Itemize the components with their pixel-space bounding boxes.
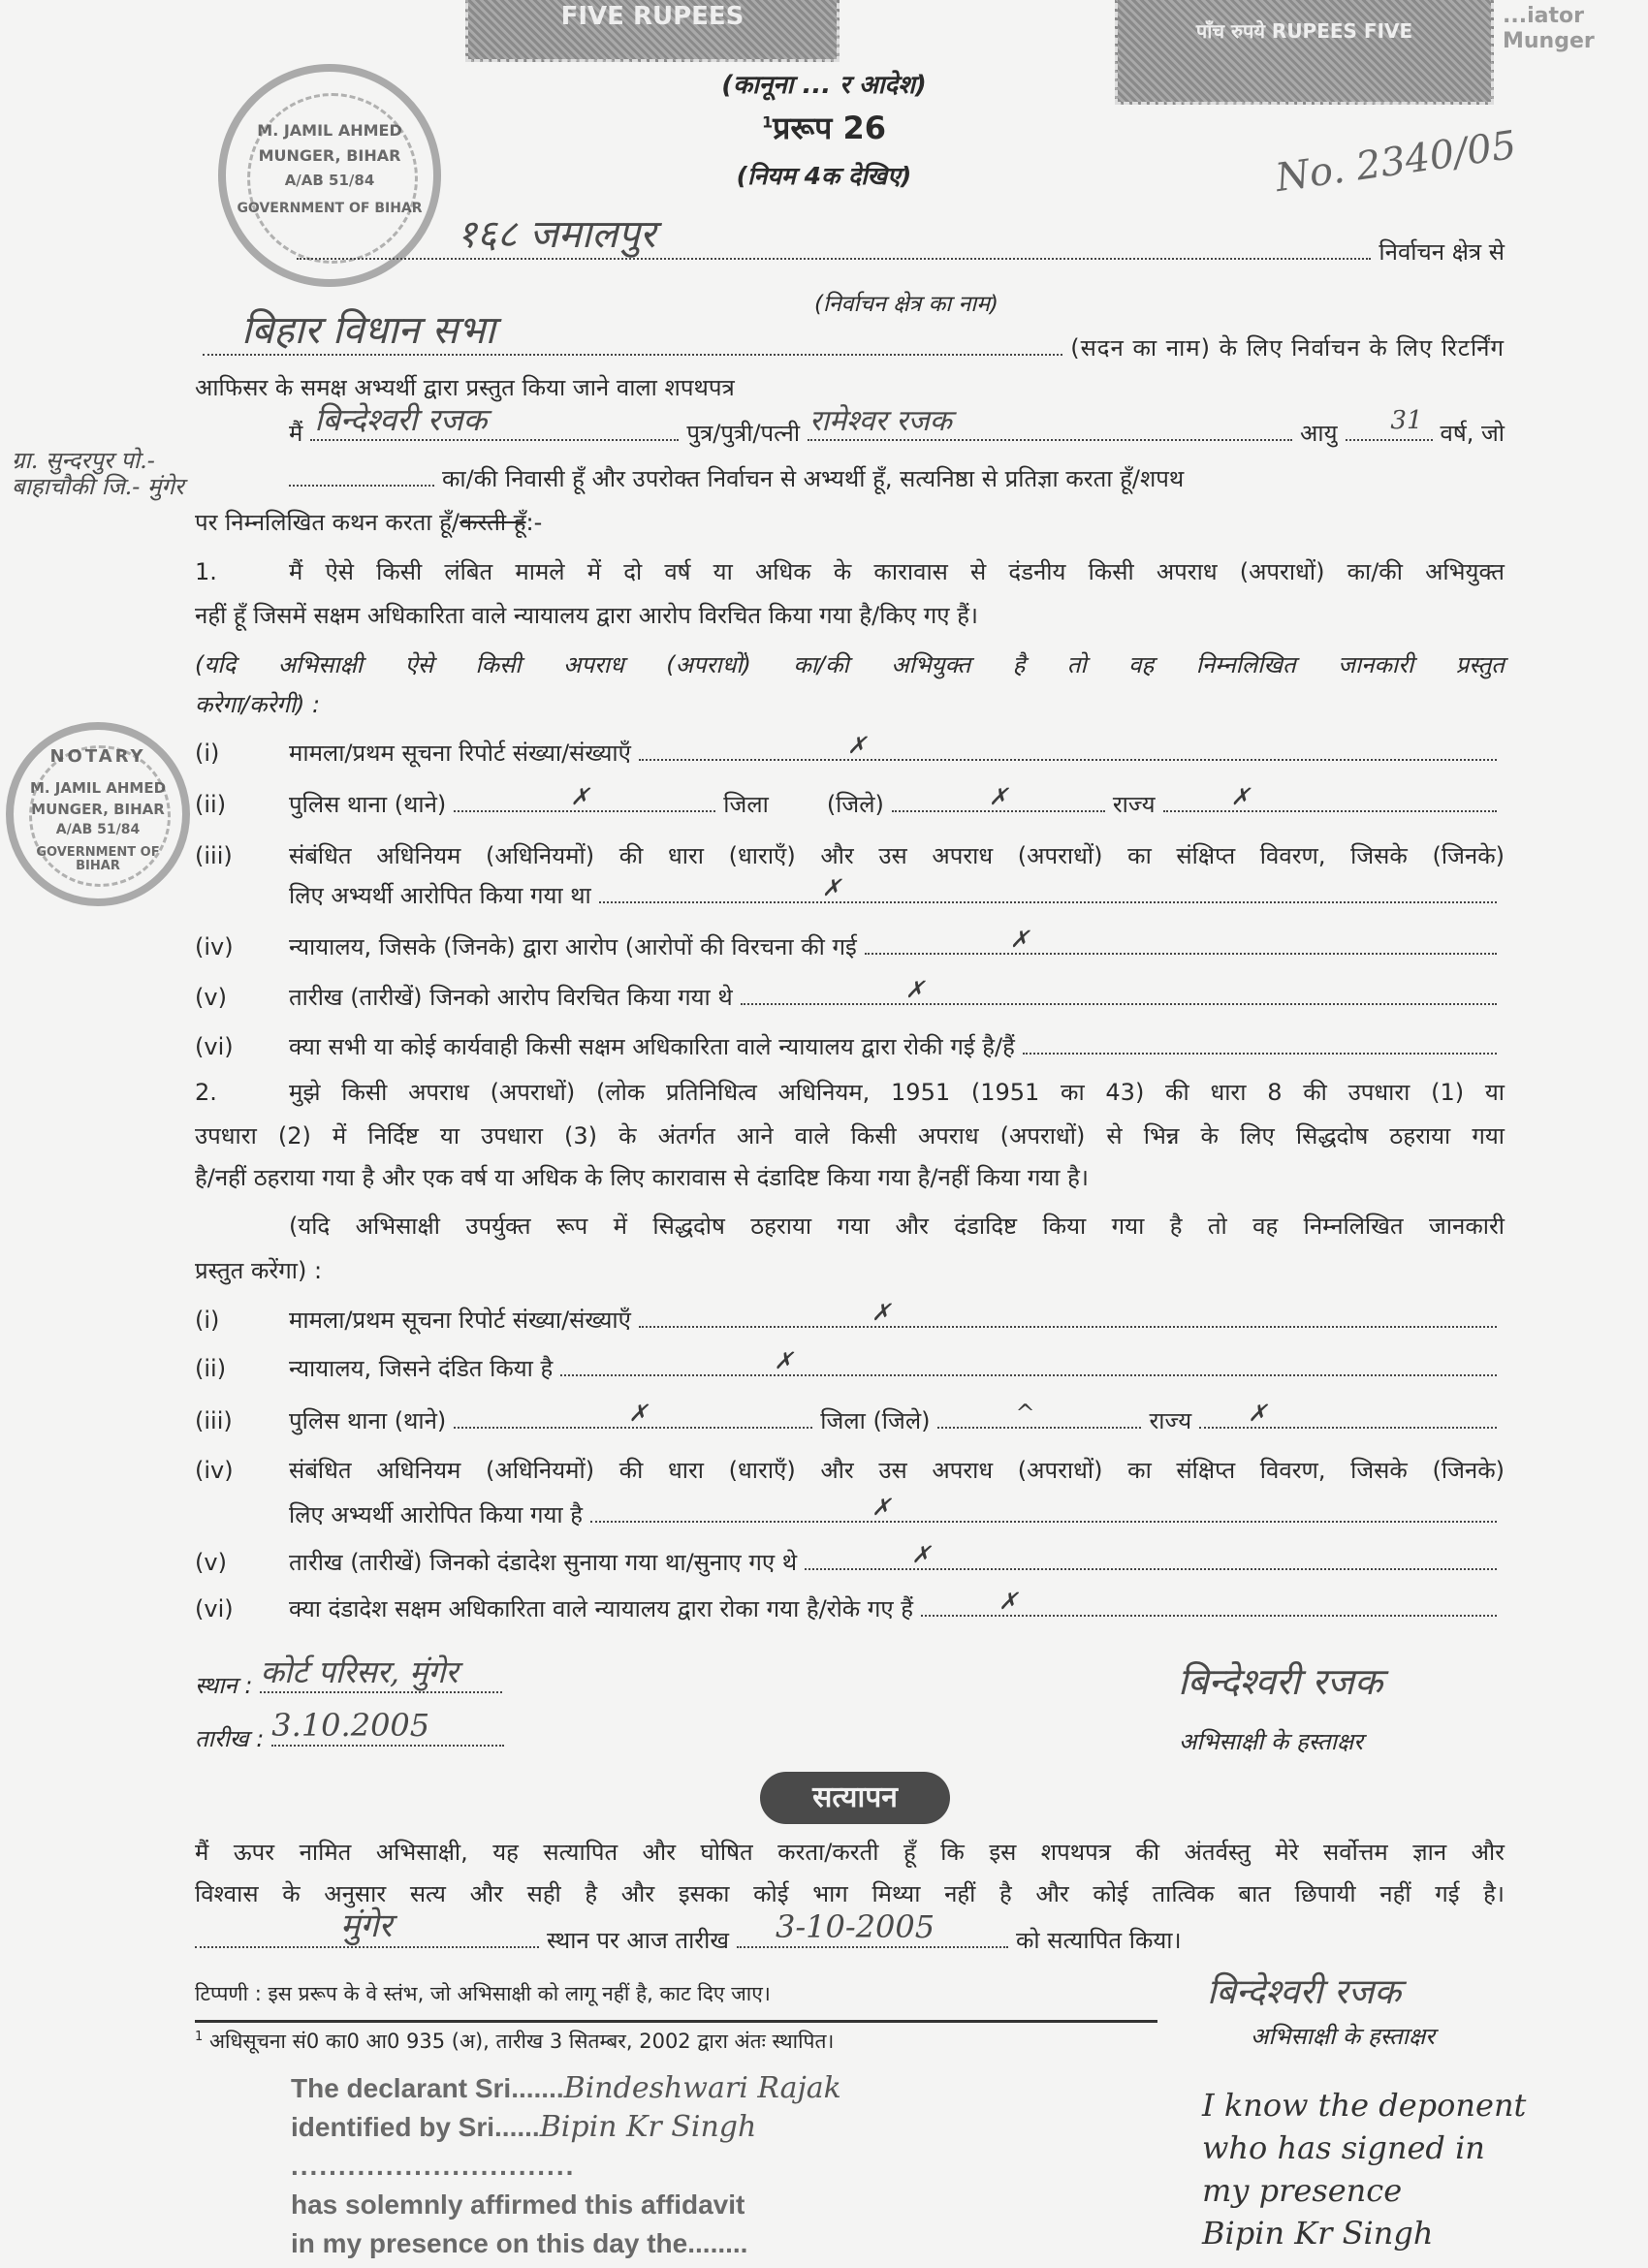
x-mark: ✗	[904, 976, 925, 1003]
notary-dots-line: ..............................	[291, 2151, 576, 2181]
x-mark: ✗	[846, 732, 867, 759]
address-tail: का/की निवासी हूँ और उपरोक्त निर्वाचन से अभ्यर्थी हूँ, सत्यनिष्ठा से प्रतिज्ञा करता हूँ/शपथ	[442, 465, 1185, 492]
s1-item-vi	[195, 1030, 1505, 1067]
section2-line2: उपधारा (2) में निर्दिष्ट या उपधारा (3) के अंतर्गत आने वाले किसी अपराध (अपराधों) से भिन्न के लिए सिद्धदोष ठहराया गया	[195, 1122, 1505, 1150]
seal-top-ring: GOVERNMENT OF BIHAR	[237, 201, 423, 216]
district-label: जिला (जिले)	[820, 1407, 931, 1434]
s2-item-iii	[195, 1400, 1505, 1441]
item-number: (vi)	[195, 1595, 234, 1622]
revenue-stamp-left-text: FIVE RUPEES	[560, 2, 745, 31]
item-field[interactable]	[865, 926, 1497, 955]
date-row	[195, 1706, 1067, 1759]
item-label: तारीख (तारीखें) जिनको दंडादेश सुनाया गया था/सुनाए गए थे	[289, 1549, 798, 1576]
verification-place-field[interactable]	[195, 1906, 539, 1948]
verification-place-value: मुंगेर	[340, 1906, 393, 1945]
verification-title: सत्यापन	[760, 1772, 950, 1824]
item-label: क्या दंडादेश सक्षम अधिकारिता वाले न्यायालय द्वारा रोका गया है/रोके गए हैं	[289, 1595, 914, 1622]
seal-top-reg: A/AB 51/84	[284, 172, 375, 189]
item-field[interactable]	[805, 1541, 1497, 1570]
verification-end: को सत्यापित किया।	[1015, 1927, 1182, 1954]
item-number: (ii)	[195, 1355, 227, 1382]
section2-note1-row	[289, 1210, 1505, 1246]
notary-line2: identified by Sri	[291, 2112, 495, 2142]
footnote	[195, 2030, 834, 2054]
deponent-signature-2: बिन्देश्वरी रजक	[1207, 1972, 1402, 2012]
item-number: (ii)	[195, 791, 227, 818]
form-title	[0, 107, 1648, 148]
place-field[interactable]	[260, 1653, 502, 1693]
police-station-field[interactable]	[454, 783, 715, 812]
item-label: संबंधित अधिनियम (अधिनियमों) की धारा (धाराएँ) और उस अपराध (अपराधों) का संक्षिप्त विवरण, जिसके (जिनके)	[289, 842, 1505, 869]
age-value: 31	[1390, 406, 1423, 436]
name-field[interactable]	[310, 400, 679, 441]
house-field[interactable]	[203, 308, 1062, 356]
state-label: राज्य	[1112, 791, 1156, 818]
district-paren: (जिले)	[826, 791, 884, 818]
x-mark: ✗	[871, 1494, 892, 1521]
section2-note2: प्रस्तुत करेंगा) :	[195, 1257, 323, 1284]
date-label: तारीख :	[195, 1725, 265, 1752]
section1-number: 1.	[195, 558, 217, 585]
item-label: पुलिस थाना (थाने)	[289, 1407, 447, 1434]
date-field[interactable]	[271, 1706, 504, 1747]
x-mark: ✗	[774, 1347, 794, 1374]
revenue-stamp-right-text: पाँच रुपये RUPEES FIVE	[1195, 19, 1413, 43]
house-row	[195, 308, 1505, 368]
state-label: राज्य	[1149, 1407, 1192, 1434]
age-label: आयु	[1300, 420, 1338, 447]
identifier-note	[1202, 2084, 1526, 2254]
serial-number: No. 2340/05	[1273, 122, 1519, 202]
section2-number: 2.	[195, 1079, 217, 1106]
constituency-value: १६८ जमालपुर	[457, 212, 656, 257]
section2-line1	[195, 1076, 1505, 1113]
relation-name-value: रामेश्वर रजक	[809, 404, 952, 438]
verification-place-row	[195, 1906, 1505, 1961]
item-number: (vi)	[195, 1033, 234, 1060]
after-age-label: वर्ष, जो	[1440, 420, 1505, 447]
section2-line3: है/नहीं ठहराया गया है और एक वर्ष या अधिक के लिए कारावास से दंडादिष्ट किया गया है/नहीं किया गया है।	[195, 1164, 1089, 1191]
verification-date-value: 3-10-2005	[775, 1907, 935, 1945]
section1-text: मैं ऐसे किसी लंबित मामले में दो वर्ष या अधिक के कारावास से दंडनीय किसी अपराध (अपराधों) का/की अभियुक्त	[289, 558, 1505, 585]
item-label: न्यायालय, जिसके (जिनके) द्वारा आरोप (आरोपों की विरचना की गई	[289, 933, 857, 961]
item-field[interactable]	[639, 1299, 1497, 1328]
s2-item-v	[195, 1541, 1505, 1583]
x-mark: ✗	[911, 1541, 932, 1568]
signature-caption-2: अभिसाक्षी के हस्ताक्षर	[1251, 2023, 1435, 2050]
line3-struck: करती हूँ	[460, 509, 526, 536]
x-mark: ✗	[1248, 1400, 1268, 1427]
notary-line3: has solemnly affirmed this affidavit	[291, 2189, 745, 2220]
form-title-text: प्ररूप 26	[773, 110, 887, 146]
footnote-text: अधिसूचना सं0 का0 आ0 935 (अ), तारीख 3 सितम्बर, 2002 द्वारा अंतः स्थापित।	[208, 2030, 835, 2053]
identifier-note-line: who has signed in	[1202, 2129, 1485, 2166]
notary-affirmation-stamp	[291, 2069, 841, 2263]
notary-line4: in my presence on this day the........	[291, 2228, 748, 2258]
s2-item-iv	[195, 1454, 1505, 1491]
constituency-row	[289, 212, 1505, 272]
item-number: (iv)	[195, 933, 234, 961]
declaration-prefix: मैं	[289, 420, 303, 447]
item-field[interactable]	[560, 1347, 1497, 1376]
section1-note2: करेगा/करेगी) :	[195, 691, 321, 718]
date-value: 3.10.2005	[271, 1706, 430, 1744]
line3-end: :-	[525, 509, 543, 536]
item-number: (v)	[195, 1549, 227, 1576]
verification-line2: विश्वास के अनुसार सत्य और सही है और इसका कोई भाग मिथ्या नहीं है और कोई तात्विक बात छिपायी नहीं गई है।	[195, 1880, 1505, 1907]
item-label-cont: लिए अभ्यर्थी आरोपित किया गया है	[289, 1501, 583, 1528]
x-mark: ✗	[1230, 783, 1251, 810]
x-mark: ✗	[570, 783, 590, 810]
signature-caption-1: अभिसाक्षी के हस्ताक्षर	[1179, 1728, 1363, 1755]
s2-item-i	[195, 1299, 1505, 1340]
age-field[interactable]	[1346, 406, 1433, 441]
s2-item-ii	[195, 1347, 1505, 1389]
house-line2: आफिसर के समक्ष अभ्यर्थी द्वारा प्रस्तुत किया जाने वाला शपथपत्र	[195, 374, 735, 401]
rule-reference: (नियम 4क देखिए)	[736, 162, 912, 190]
item-number: (i)	[195, 740, 220, 767]
x-mark: ✗	[988, 783, 1008, 810]
declaration-line3	[195, 506, 1505, 543]
s1-item-iv	[195, 926, 1505, 967]
section1-line2: नहीं हूँ जिसमें सक्षम अधिकारिता वाले न्यायालय द्वारा आरोप विरचित किया गया है/किए गए हैं।	[195, 602, 979, 629]
item-field[interactable]	[741, 976, 1497, 1005]
footnote-rule	[195, 2020, 1157, 2023]
place-value: कोर्ट परिसर, मुंगेर	[260, 1653, 459, 1690]
place-label: स्थान :	[195, 1672, 253, 1699]
name-value: बिन्देश्वरी रजक	[314, 400, 488, 438]
notary-seal-place: MUNGER, BIHAR	[31, 801, 165, 818]
verification-line1: मैं ऊपर नामित अभिसाक्षी, यह सत्यापित और घोषित करता/करती हूँ कि इस शपथपत्र की अंतर्वस्तु मेरे सर्वोत्तम ज्ञान और	[195, 1839, 1505, 1866]
address-field[interactable]	[289, 465, 434, 487]
item-label-cont: लिए अभ्यर्थी आरोपित किया गया था	[289, 882, 591, 909]
s1-item-iii	[195, 839, 1505, 876]
identifier-signature: Bipin Kr Singh	[539, 2110, 757, 2144]
item-label: तारीख (तारीखें) जिनको आरोप विरचित किया गया थे	[289, 984, 733, 1011]
house-label: (सदन का नाम) के लिए निर्वाचन के लिए रिटर्निंग	[1070, 334, 1505, 362]
identifier-note-line: Bipin Kr Singh	[1202, 2215, 1434, 2252]
house-value: बिहार विधान सभा	[241, 308, 495, 353]
footnote-mark: 1	[195, 2030, 204, 2044]
declaration-row	[289, 400, 1505, 454]
item-label: न्यायालय, जिसने दंडित किया है	[289, 1355, 554, 1382]
x-mark: ✗	[998, 1588, 1019, 1615]
seal-top-place: MUNGER, BIHAR	[258, 146, 401, 165]
constituency-caption: (निर्वाचन क्षेत्र का नाम)	[813, 292, 998, 317]
notary-seal-ring: GOVERNMENT OF BIHAR	[36, 845, 160, 874]
section2-note1: (यदि अभिसाक्षी उपर्युक्त रूप में सिद्धदोष ठहराया गया और दंडादिष्ट किया गया है तो वह निम्नलिखित जानकारी	[289, 1213, 1505, 1240]
ministry-line: (कानूना ... र आदेश)	[721, 71, 927, 100]
relation-name-field[interactable]	[808, 404, 1292, 441]
item-label: क्या सभी या कोई कार्यवाही किसी सक्षम अधिकारिता वाले न्यायालय द्वारा रोकी गई है/हैं	[289, 1033, 1015, 1060]
x-mark: ✗	[871, 1299, 891, 1326]
s2-item-vi	[195, 1588, 1505, 1629]
s1-item-i	[195, 732, 1505, 773]
s1-item-ii	[195, 783, 1505, 825]
line3-text: पर निम्नलिखित कथन करता हूँ/	[195, 509, 460, 536]
s2-item-iv-cont	[289, 1494, 1505, 1535]
item-number: (iii)	[195, 842, 233, 869]
item-field[interactable]	[921, 1588, 1497, 1617]
verification-date-field[interactable]	[737, 1907, 1008, 1948]
item-number: (iv)	[195, 1457, 234, 1484]
notary-dots: ......	[494, 2112, 540, 2142]
district-field[interactable]	[892, 783, 1105, 812]
place-row	[195, 1653, 1067, 1706]
item-label: मामला/प्रथम सूचना रिपोर्ट संख्या/संख्याएँ	[289, 740, 631, 767]
x-mark: ✗	[628, 1400, 649, 1427]
address-value: ग्रा. सुन्दरपुर पो.- बाहाचौकी जि.- मुंगेर	[12, 447, 184, 500]
x-mark: ✗	[821, 874, 841, 901]
constituency-field[interactable]	[297, 212, 1371, 260]
item-field[interactable]	[1023, 1033, 1497, 1055]
caret-mark: ^	[1015, 1400, 1035, 1427]
police-station-field[interactable]	[454, 1400, 812, 1429]
section1-note1: (यदि अभिसाक्षी ऐसे किसी अपराध (अपराधों) का/की अभियुक्त है तो वह निम्नलिखित जानकारी प्रस्तुत	[195, 651, 1505, 678]
identifier-note-line: I know the deponent	[1202, 2087, 1527, 2124]
district-label: जिला	[723, 791, 769, 818]
item-label: संबंधित अधिनियम (अधिनियमों) की धारा (धाराएँ) और उस अपराध (अपराधों) का संक्षिप्त विवरण, जिसके (जिनके)	[289, 1457, 1505, 1484]
s1-item-v	[195, 976, 1505, 1018]
revenue-stamp-left	[465, 0, 840, 62]
relation-label: पुत्र/पुत्री/पत्नी	[686, 420, 801, 447]
item-label: मामला/प्रथम सूचना रिपोर्ट संख्या/संख्याएँ	[289, 1307, 631, 1334]
verification-place-label: स्थान पर आज तारीख	[547, 1927, 729, 1954]
form-title-superscript: 1	[761, 112, 774, 132]
section2-text: मुझे किसी अपराध (अपराधों) (लोक प्रतिनिधित्व अधिनियम, 1951 (1951 का 43) की धारा 8 की उपधारा (1) या	[289, 1079, 1505, 1106]
state-field[interactable]	[1163, 783, 1497, 812]
item-number: (iii)	[195, 1407, 233, 1434]
identifier-note-line: my presence	[1202, 2172, 1403, 2209]
notary-dots: .......	[511, 2073, 564, 2103]
section1-line1	[195, 555, 1505, 592]
seal-top-name: M. JAMIL AHMED	[257, 121, 402, 140]
notary-seal-name: M. JAMIL AHMED	[29, 779, 167, 797]
notary-seal-reg: A/AB 51/84	[55, 822, 141, 837]
item-number: (i)	[195, 1307, 220, 1334]
address-row	[289, 462, 1505, 499]
item-field[interactable]	[599, 874, 1497, 903]
corner-stamp-text: ...iator Munger	[1503, 4, 1595, 54]
item-label: पुलिस थाना (थाने)	[289, 791, 447, 818]
constituency-label: निर्वाचन क्षेत्र से	[1379, 238, 1505, 266]
state-field[interactable]	[1199, 1400, 1497, 1429]
deponent-signature-1: बिन्देश्वरी रजक	[1178, 1660, 1383, 1703]
item-field[interactable]	[639, 732, 1497, 761]
item-field[interactable]	[590, 1494, 1497, 1523]
item-number: (v)	[195, 984, 227, 1011]
note: टिप्पणी : इस प्ररूप के वे स्तंभ, जो अभिसाक्षी को लागू नहीं है, काट दिए जाए।	[195, 1982, 771, 2005]
declarant-signature: Bindeshwari Rajak	[563, 2071, 841, 2105]
district-field[interactable]	[937, 1400, 1141, 1429]
notary-seal-title: NOTARY	[49, 746, 146, 767]
notary-line1: The declarant Sri	[291, 2073, 512, 2103]
x-mark: ✗	[1009, 926, 1030, 953]
notary-seal	[6, 722, 190, 906]
s1-item-iii-cont	[289, 874, 1505, 916]
